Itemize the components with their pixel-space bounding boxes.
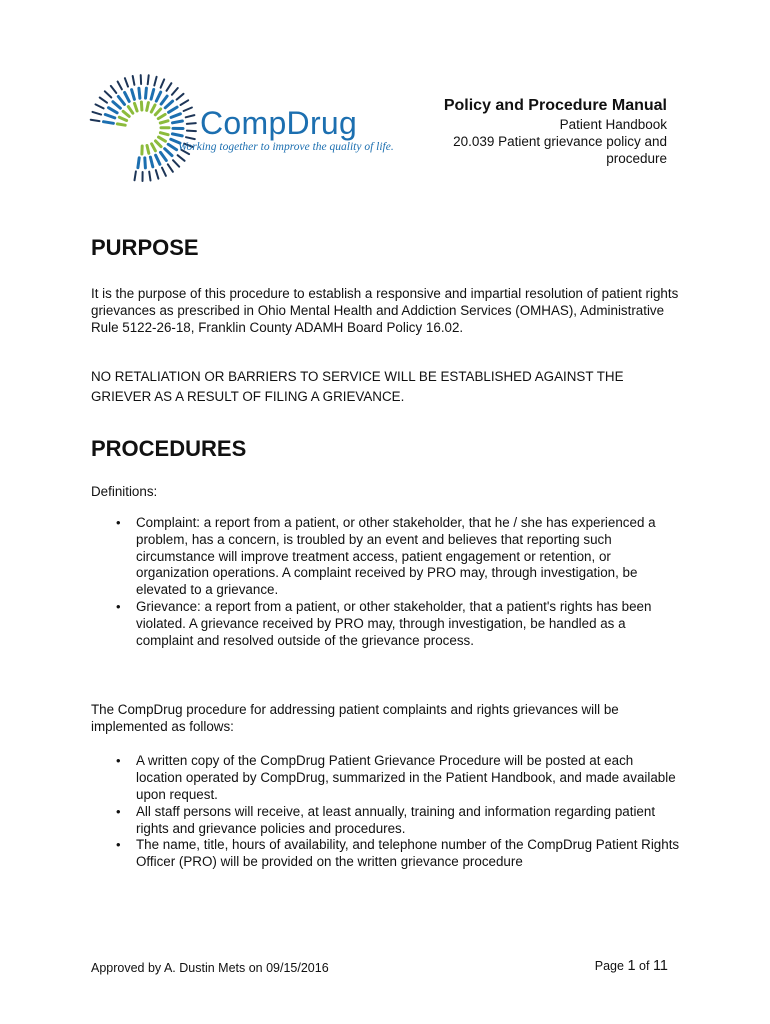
logo-ray	[105, 91, 112, 97]
logo-ray	[138, 158, 139, 168]
list-item: • A written copy of the CompDrug Patient Grievance Procedure will be posted at each location operated by CompDrug, summarized in the Patient Handbook, and made available upon request.	[91, 753, 681, 803]
logo-ray	[168, 164, 173, 172]
logo-ray	[161, 152, 167, 160]
logo-ray	[118, 97, 124, 105]
logo-ray	[146, 88, 147, 98]
header-line-1: Patient Handbook	[559, 117, 667, 132]
logo-ray	[159, 137, 166, 141]
logo-ray	[135, 103, 138, 111]
logo-ray	[123, 111, 129, 116]
logo-ray	[156, 155, 160, 164]
logo-ray	[117, 124, 125, 125]
logo-ray	[96, 104, 104, 108]
logo-ray	[177, 94, 184, 100]
logo-ray	[150, 157, 152, 167]
logo-ray	[147, 103, 149, 111]
page-total: 11	[652, 958, 668, 974]
logo-ray	[133, 76, 135, 85]
logo-ray	[91, 120, 100, 121]
logo-ray	[154, 77, 156, 86]
logo-ray	[161, 96, 167, 104]
logo-tagline: Working together to improve the quality of life.	[178, 141, 394, 153]
logo-ray	[173, 121, 183, 123]
logo-ray	[186, 115, 195, 117]
manual-title: Policy and Procedure Manual	[443, 97, 667, 114]
logo-ray	[128, 107, 133, 114]
procedure-steps-list	[91, 753, 681, 871]
document-header	[444, 96, 667, 167]
approval-footer: Approved by A. Dustin Mets on 09/15/2016	[91, 961, 329, 975]
logo-ray	[178, 155, 185, 161]
logo-ray	[104, 122, 114, 124]
page-current: 1	[627, 958, 636, 974]
logo-ray	[125, 78, 128, 86]
logo-ray	[152, 144, 156, 151]
logo-ray	[105, 115, 115, 118]
definitions-label: Definitions:	[91, 484, 158, 499]
logo-ray	[135, 171, 136, 180]
logo-ray	[187, 131, 196, 132]
list-item: • Grievance: a report from a patient, or other stakeholder, that a patient's rights has been violated. A grievance received by PRO may, through investigation, be handled as a complaint and resolved outside of the grievance process.	[91, 599, 681, 649]
logo-ray	[148, 75, 149, 84]
logo-ray	[156, 141, 162, 147]
logo-ray	[111, 86, 117, 93]
list-item: • Complaint: a report from a patient, or other stakeholder, that he / she has experienced a problem, has a concern, is troubled by an event and believes that reporting such circumstance will improve treatment access, patient engagement or retention, or organization operations. A complaint received by PRO may, through investigation, be elevated to a grievance.	[91, 515, 681, 599]
logo-wordmark: CompDrug	[200, 105, 358, 141]
logo-ray	[145, 158, 146, 168]
logo-ray	[158, 114, 165, 118]
logo-ray	[155, 109, 160, 115]
sunburst-logo-mark	[88, 70, 198, 185]
logo-ray	[93, 112, 102, 115]
logo-ray	[125, 93, 130, 102]
logo-ray	[156, 92, 160, 101]
logo-ray	[100, 98, 107, 103]
logo-ray	[181, 100, 189, 105]
purpose-paragraph: It is the purpose of this procedure to establish a responsive and impartial resolution of patient rights grievances as prescribed in Ohio Mental Health and Addiction Services (OMHAS), Administrative Rule 5122-26-18, Franklin County ADAMH Board Policy 16.02.	[91, 286, 679, 335]
procedure-intro: The CompDrug procedure for addressing patient complaints and rights grievances will be implemented as follows:	[91, 702, 619, 735]
logo-ray	[156, 170, 159, 179]
logo-ray	[172, 134, 182, 136]
retaliation-notice: NO RETALIATION OR BARRIERS TO SERVICE WILL BE ESTABLISHED AGAINST THE GRIEVER AS A RESULT OF FILING A GRIEVANCE.	[91, 369, 624, 404]
logo-ray	[160, 121, 168, 123]
logo-ray	[109, 108, 118, 113]
logo-ray	[147, 146, 149, 154]
definitions-list	[91, 515, 681, 649]
logo-ray	[151, 105, 155, 112]
logo-ray	[160, 133, 168, 135]
of-word: of	[639, 959, 650, 973]
logo-ray	[113, 102, 121, 109]
logo-ray	[132, 90, 135, 100]
logo-ray	[167, 83, 172, 91]
logo-ray	[165, 101, 172, 108]
logo-ray	[171, 114, 180, 118]
procedures-heading: PROCEDURES	[91, 436, 247, 461]
logo-ray	[187, 123, 196, 124]
logo-ray	[151, 90, 154, 100]
page-number	[595, 958, 668, 974]
header-line-2: 20.039 Patient grievance policy and	[453, 134, 667, 149]
purpose-heading: PURPOSE	[91, 235, 199, 260]
logo-ray	[165, 149, 172, 156]
list-item: • The name, title, hours of availability, and telephone number of the CompDrug Patient Rights Officer (PRO) will be provided on the written grievance procedure	[91, 837, 681, 871]
logo-ray	[141, 102, 142, 110]
logo-ray	[184, 108, 192, 112]
logo-ray	[169, 107, 178, 112]
logo-ray	[118, 82, 122, 90]
logo-ray	[119, 117, 126, 120]
logo-ray	[186, 137, 195, 139]
logo-ray	[139, 88, 140, 98]
logo-ray	[149, 172, 150, 181]
list-item: • All staff persons will receive, at least annually, training and information regarding patient rights and grievance policies and procedures.	[91, 804, 681, 838]
logo-ray	[162, 168, 166, 176]
logo-ray	[173, 160, 179, 167]
document-body	[91, 234, 681, 871]
logo-ray	[172, 88, 178, 95]
logo-ray	[161, 79, 165, 87]
page-word: Page	[594, 959, 624, 973]
logo-ray	[168, 144, 176, 149]
header-line-3: procedure	[606, 151, 667, 166]
